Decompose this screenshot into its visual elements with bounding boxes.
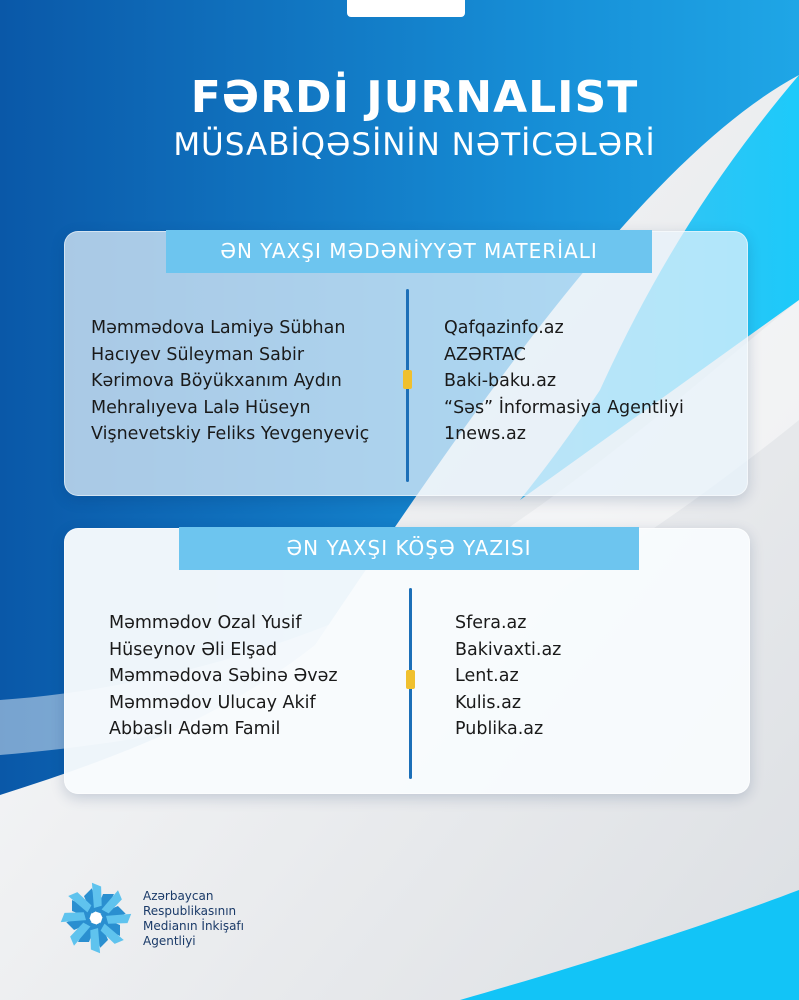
winner-name: Məmmədov Ulucay Akif (109, 692, 316, 713)
section-heading: ƏN YAXŞI MƏDƏNİYYƏT MATERİALI (166, 230, 652, 273)
winner-names-list (91, 315, 369, 448)
media-outlets-list (444, 315, 684, 448)
media-outlet: Sfera.az (455, 613, 527, 633)
organization-name-line: Azərbaycan (143, 889, 214, 903)
winner-name: Kərimova Böyükxanım Aydın (91, 371, 342, 391)
section-card-column (64, 528, 750, 794)
media-outlet: Qafqazinfo.az (444, 318, 564, 338)
top-tab-decoration (347, 0, 465, 17)
winner-name: Məmmədova Lamiyə Sübhan (91, 318, 346, 338)
divider-accent-mark (406, 670, 415, 689)
organization-name-line: Agentliyi (143, 934, 196, 948)
winner-names-list (109, 610, 338, 743)
media-outlets-list (455, 610, 561, 743)
winner-name: Mehralıyeva Lalə Hüseyn (91, 397, 311, 418)
divider-accent-mark (403, 370, 412, 389)
winner-name: Vişnevetskiy Feliks Yevgenyeviç (91, 424, 370, 444)
page-title: FƏRDİ JURNALIST (190, 72, 639, 123)
media-outlet: Baki-baku.az (444, 371, 557, 391)
media-outlet: Kulis.az (455, 692, 522, 713)
section-heading: ƏN YAXŞI KÖŞƏ YAZISI (179, 527, 639, 570)
media-agency-flower-logo-icon (60, 882, 132, 954)
media-outlet: 1news.az (444, 424, 526, 444)
media-outlet: Bakivaxti.az (455, 639, 562, 660)
media-outlet: AZƏRTAC (444, 344, 526, 365)
organization-name-line: Medianın İnkişafı (143, 919, 244, 933)
media-outlet: “Səs” İnformasiya Agentliyi (444, 397, 684, 418)
winner-name: Hüseynov Əli Elşad (109, 639, 278, 660)
organization-name-line: Respublikasının (143, 904, 237, 918)
section-card-culture (64, 231, 748, 496)
media-outlet: Publika.az (455, 719, 544, 739)
winner-name: Məmmədova Səbinə Əvəz (109, 666, 338, 686)
organization-name (143, 889, 244, 949)
winner-name: Məmmədov Ozal Yusif (109, 613, 302, 633)
winner-name: Abbaslı Adəm Famil (109, 719, 281, 739)
media-outlet: Lent.az (455, 666, 519, 686)
winner-name: Hacıyev Süleyman Sabir (91, 344, 305, 365)
page-subtitle: MÜSABİQƏSİNİN NƏTİCƏLƏRİ (173, 127, 656, 163)
